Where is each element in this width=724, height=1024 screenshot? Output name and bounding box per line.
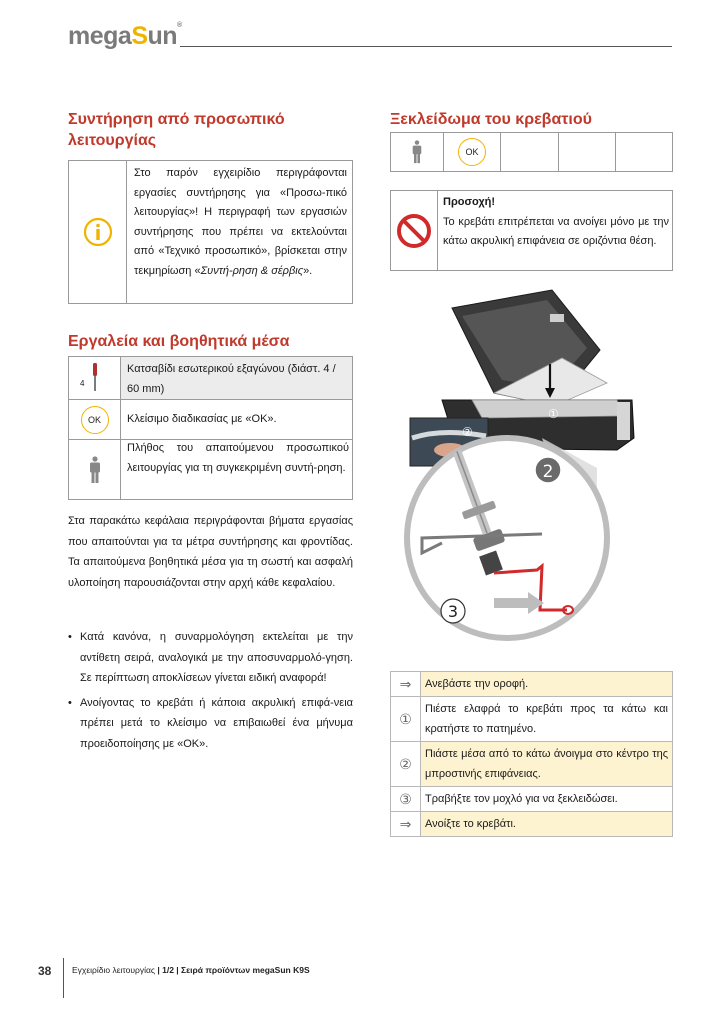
ok-icon: OK	[458, 138, 486, 166]
footer-product-label: | 1/2 | Σειρά προϊόντων megaSun K9S	[157, 965, 310, 975]
tool-icon-cell	[69, 357, 121, 399]
warning-text	[443, 193, 669, 252]
tool-size-label: 4	[80, 379, 85, 388]
empty-cell	[501, 133, 559, 171]
list-item: • Ανοίγοντας το κρεβάτι ή κάποια ακρυλική επιφά-νεια πρέπει μετά το κλείσιμο να επιβαιωθεί ένα μήνυμα προειδοποίησης με «OK».	[68, 693, 353, 755]
requirements-table	[390, 132, 673, 172]
heading-unlock-bed: Ξεκλείδωμα του κρεβατιού	[390, 111, 592, 128]
step-text: Τραβήξτε τον μοχλό για να ξεκλειδώσει.	[421, 787, 673, 812]
footer-manual-label: Εγχειρίδιο λειτουργίας	[72, 965, 158, 975]
ok-cell	[444, 133, 501, 171]
info-text	[134, 164, 347, 281]
step-number: ③	[391, 787, 421, 812]
warning-body: Το κρεβάτι επιτρέπεται να ανοίγει μόνο με την κάτω ακρυλική επιφάνεια σε οριζόντια θέση.	[443, 215, 669, 247]
screwdriver-icon	[69, 357, 121, 399]
notes-list	[68, 627, 353, 758]
step-text: Ανοίξτε το κρεβάτι.	[421, 812, 673, 837]
tool-row	[69, 440, 352, 499]
prohibition-icon-cell	[391, 191, 438, 270]
step-text: Πιάστε μέσα από το κάτω άνοιγμα στο κέντρο της μπροστινής επιφάνειας.	[421, 742, 673, 787]
step-number: ①	[391, 697, 421, 742]
step-text: Ανεβάστε την οροφή.	[421, 672, 673, 697]
step-row	[391, 742, 673, 787]
steps-table	[390, 671, 673, 837]
warning-box	[390, 190, 673, 271]
tool-text: Κλείσιμο διαδικασίας με «OK».	[127, 413, 277, 425]
arrow-icon: ⇒	[391, 672, 421, 697]
tool-row	[69, 357, 352, 400]
page-number: 38	[38, 964, 52, 978]
tools-table	[68, 356, 353, 500]
person-icon	[411, 139, 423, 165]
ok-icon: OK	[81, 406, 109, 434]
brand-logo	[68, 22, 182, 51]
person-icon	[88, 456, 102, 484]
info-text-part1: Στο παρόν εγχειρίδιο περιγράφονται εργασίες συντήρησης για «Προσω-πικό λειτουργίας»! Η περιγραφή των εργασιών συντήρησης που πρέπει να εκτελούνται από «Τεχνικό προσωπικό», βρίσκεται στην τεκμηρίωση «	[134, 167, 347, 277]
tool-icon-cell	[69, 440, 121, 499]
callout-2-large: 2	[542, 462, 554, 482]
lid-display	[550, 314, 564, 322]
logo-text-3: un	[147, 22, 178, 50]
list-item: • Κατά κανόνα, η συναρμολόγηση εκτελείται με την αντίθετη σειρά, αναλογικά με την αποσυναρμολό-γηση. Σε περίπτωση αποκλίσεων γίνεται ειδική αναφορά!	[68, 627, 353, 689]
empty-cell	[559, 133, 616, 171]
step-row	[391, 812, 673, 837]
footer-text	[72, 965, 310, 975]
info-text-part2: ».	[303, 264, 313, 277]
sunbed-illustration	[402, 288, 692, 648]
step-number: ②	[391, 742, 421, 787]
logo-text-1: mega	[68, 22, 132, 50]
callout-1: ①	[548, 407, 559, 421]
tool-text: Πλήθος του απαιτούμενου προσωπικού λειτουργίας για τη συγκεκριμένη συντή-ρηση.	[127, 442, 349, 474]
step-row	[391, 672, 673, 697]
heading-operator-maintenance: Συντήρηση από προσωπικό λειτουργίας	[68, 111, 285, 149]
arrow-icon: ⇒	[391, 812, 421, 837]
heading-tools: Εργαλεία και βοηθητικά μέσα	[68, 333, 290, 350]
logo-text-2: S	[131, 22, 148, 50]
callout-2-small: ②	[462, 425, 473, 439]
callout-3: 3	[447, 602, 459, 621]
person-cell	[391, 133, 444, 171]
logo-registered-mark: ®	[177, 22, 182, 29]
step-text: Πιέστε ελαφρά το κρεβάτι προς τα κάτω και κρατήστε το πατημένο.	[421, 697, 673, 742]
info-icon-cell	[69, 161, 127, 303]
tool-row	[69, 400, 352, 440]
intro-paragraph: Στα παρακάτω κεφάλαια περιγράφονται βήματα εργασίας που απαιτούνται για τα μέτρα συντήρησης και φροντίδας. Τα απαιτούμενα βοηθητικά μέσα για τη σωστή και ασφαλή υλοποίηση παρουσιάζονται στην αρχή κάθε κεφαλαίου.	[68, 515, 353, 589]
info-text-italic: Συντή-ρηση & σέρβις	[200, 264, 304, 277]
warning-title: Προσοχή!	[443, 196, 496, 208]
footer-rule	[63, 958, 64, 998]
step-row	[391, 697, 673, 742]
prohibition-icon	[396, 213, 432, 249]
tool-text: Κατσαβίδι εσωτερικού εξαγώνου (διάστ. 4 / 60 mm)	[127, 363, 336, 395]
info-box	[68, 160, 353, 304]
info-icon	[83, 217, 113, 247]
tool-icon-cell	[69, 400, 121, 439]
header-rule	[180, 46, 672, 47]
step-row	[391, 787, 673, 812]
